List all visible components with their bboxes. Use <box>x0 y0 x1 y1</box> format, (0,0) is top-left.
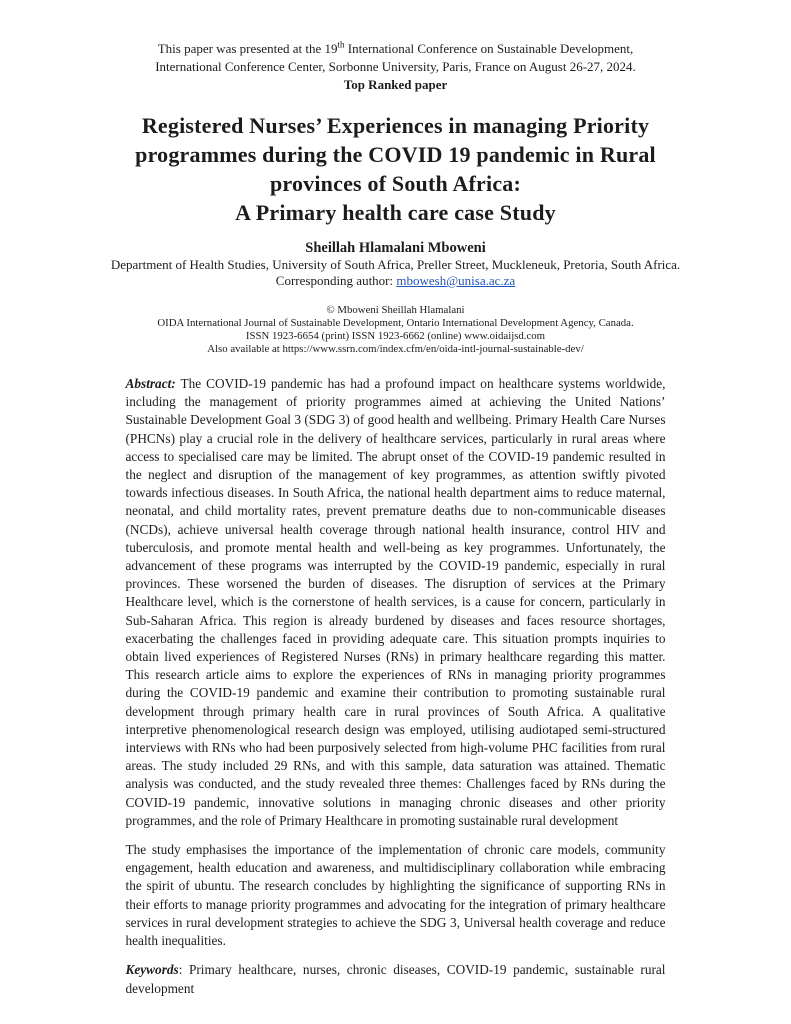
author-name: Sheillah Hlamalani Mboweni <box>305 240 486 256</box>
availability-line: Also available at https://www.ssrn.com/index.cfm/en/oida-intl-journal-sustainable-dev/ <box>207 343 584 355</box>
conference-note <box>0 40 791 94</box>
abstract-paragraph-1 <box>126 375 666 830</box>
keywords-label: Keywords <box>125 962 179 978</box>
corresponding-author-label: Corresponding author: <box>275 273 397 288</box>
author-affiliation: Department of Health Studies, University of South Africa, Preller Street, Muckleneuk, Pretoria, South Africa. <box>110 257 681 272</box>
paper-title-line: provinces of South Africa: <box>269 171 522 196</box>
paper-title <box>0 111 791 227</box>
paper-title-line: programmes during the COVID 19 pandemic in Rural <box>135 142 656 167</box>
paper-title-line: A Primary health care case Study <box>235 200 556 225</box>
corresponding-author-line <box>0 273 791 289</box>
conference-note-line1 <box>0 40 791 58</box>
conference-note-line1-post: International Conference on Sustainable Development, <box>344 41 634 56</box>
author-block <box>0 240 791 289</box>
conference-note-line1-pre: This paper was presented at the 19 <box>157 41 338 56</box>
issn-line: ISSN 1923-6654 (print) ISSN 1923-6662 (online) www.oidaijsd.com <box>245 330 546 342</box>
abstract-label: Abstract: <box>125 376 176 391</box>
keywords-paragraph <box>126 961 666 997</box>
abstract-paragraph-2: The study emphasises the importance of the implementation of chronic care models, community engagement, health education and awareness, and multidisciplinary collaboration while embracing the spirit of ubuntu. The research concludes by highlighting the significance of supporting RNs in their efforts to manage priority programmes and advocating for the integration of primary healthcare services in rural development strategies to achieve the SDG 3, Universal health coverage and reduce health inequalities. <box>125 842 666 949</box>
publication-block <box>0 304 791 356</box>
keywords-text: : Primary healthcare, nurses, chronic diseases, COVID-19 pandemic, sustainable rural development <box>125 962 666 996</box>
abstract-paragraph-1-text: The COVID-19 pandemic has had a profound impact on healthcare systems worldwide, including the management of priority programmes aimed at achieving the United Nations’ Sustainable Development Goal 3 (SDG 3) of good health and wellbeing. Primary Health Care Nurses (PHCNs) play a crucial role in the delivery of healthcare services, particularly in rural areas where access to specialised care may be limited. The abrupt onset of the COVID-19 pandemic resulted in the neglect and disruption of the management of key programmes, as attention swiftly pivoted towards infectious diseases. In South Africa, the national health department aims to reduce maternal, neonatal, and child mortality rates, prevent premature deaths due to non-communicable diseases (NCDs), achieve universal health coverage through national health insurance, control HIV and tuberculosis, and promote mental health and well-being as key programmes. Unfortunately, the advancement of these programs was interrupted by the COVID-19 pandemic, especially in rural provinces. These worsened the burden of diseases. The disruption of services at the Primary Healthcare level, which is the cornerstone of health services, is a cause for concern, particularly in Sub-Saharan Africa. This region is already burdened by diseases and faces resource shortages, exacerbating the challenges faced in providing adequate care. This situation prompts inquiries to obtain lived experiences of Registered Nurses (RNs) in primary healthcare regarding this matter. This research article aims to explore the experiences of RNs in managing priority programmes during the COVID-19 pandemic and examine their contribution to promoting sustainable rural development through primary health care in rural provinces of South Africa. A qualitative interpretive phenomenological research design was employed, utilising audiotaped semi-structured interviews with RNs who had been purposively selected from high-volume PHC facilities from rural areas. The study included 29 RNs, and with this sample, data saturation was attained. Thematic analysis was conducted, and the study revealed three themes: Challenges faced by RNs during the COVID-19 pandemic, innovative solutions in managing chronic diseases and other priority programmes, and the role of Primary Healthcare in promoting sustainable rural development <box>125 376 666 828</box>
journal-line: OIDA International Journal of Sustainable Development, Ontario International Development Agency, Canada. <box>157 317 634 329</box>
abstract-section <box>126 375 666 998</box>
copyright-line: © Mboweni Sheillah Hlamalani <box>326 304 465 316</box>
ordinal-superscript: th <box>337 39 345 50</box>
corresponding-email-link[interactable]: mbowesh@unisa.ac.za <box>396 273 516 288</box>
conference-note-line2: International Conference Center, Sorbonne University, Paris, France on August 26-27, 2024. <box>155 59 636 74</box>
top-ranked-label: Top Ranked paper <box>343 77 448 92</box>
paper-title-line: Registered Nurses’ Experiences in managing Priority <box>141 113 650 138</box>
